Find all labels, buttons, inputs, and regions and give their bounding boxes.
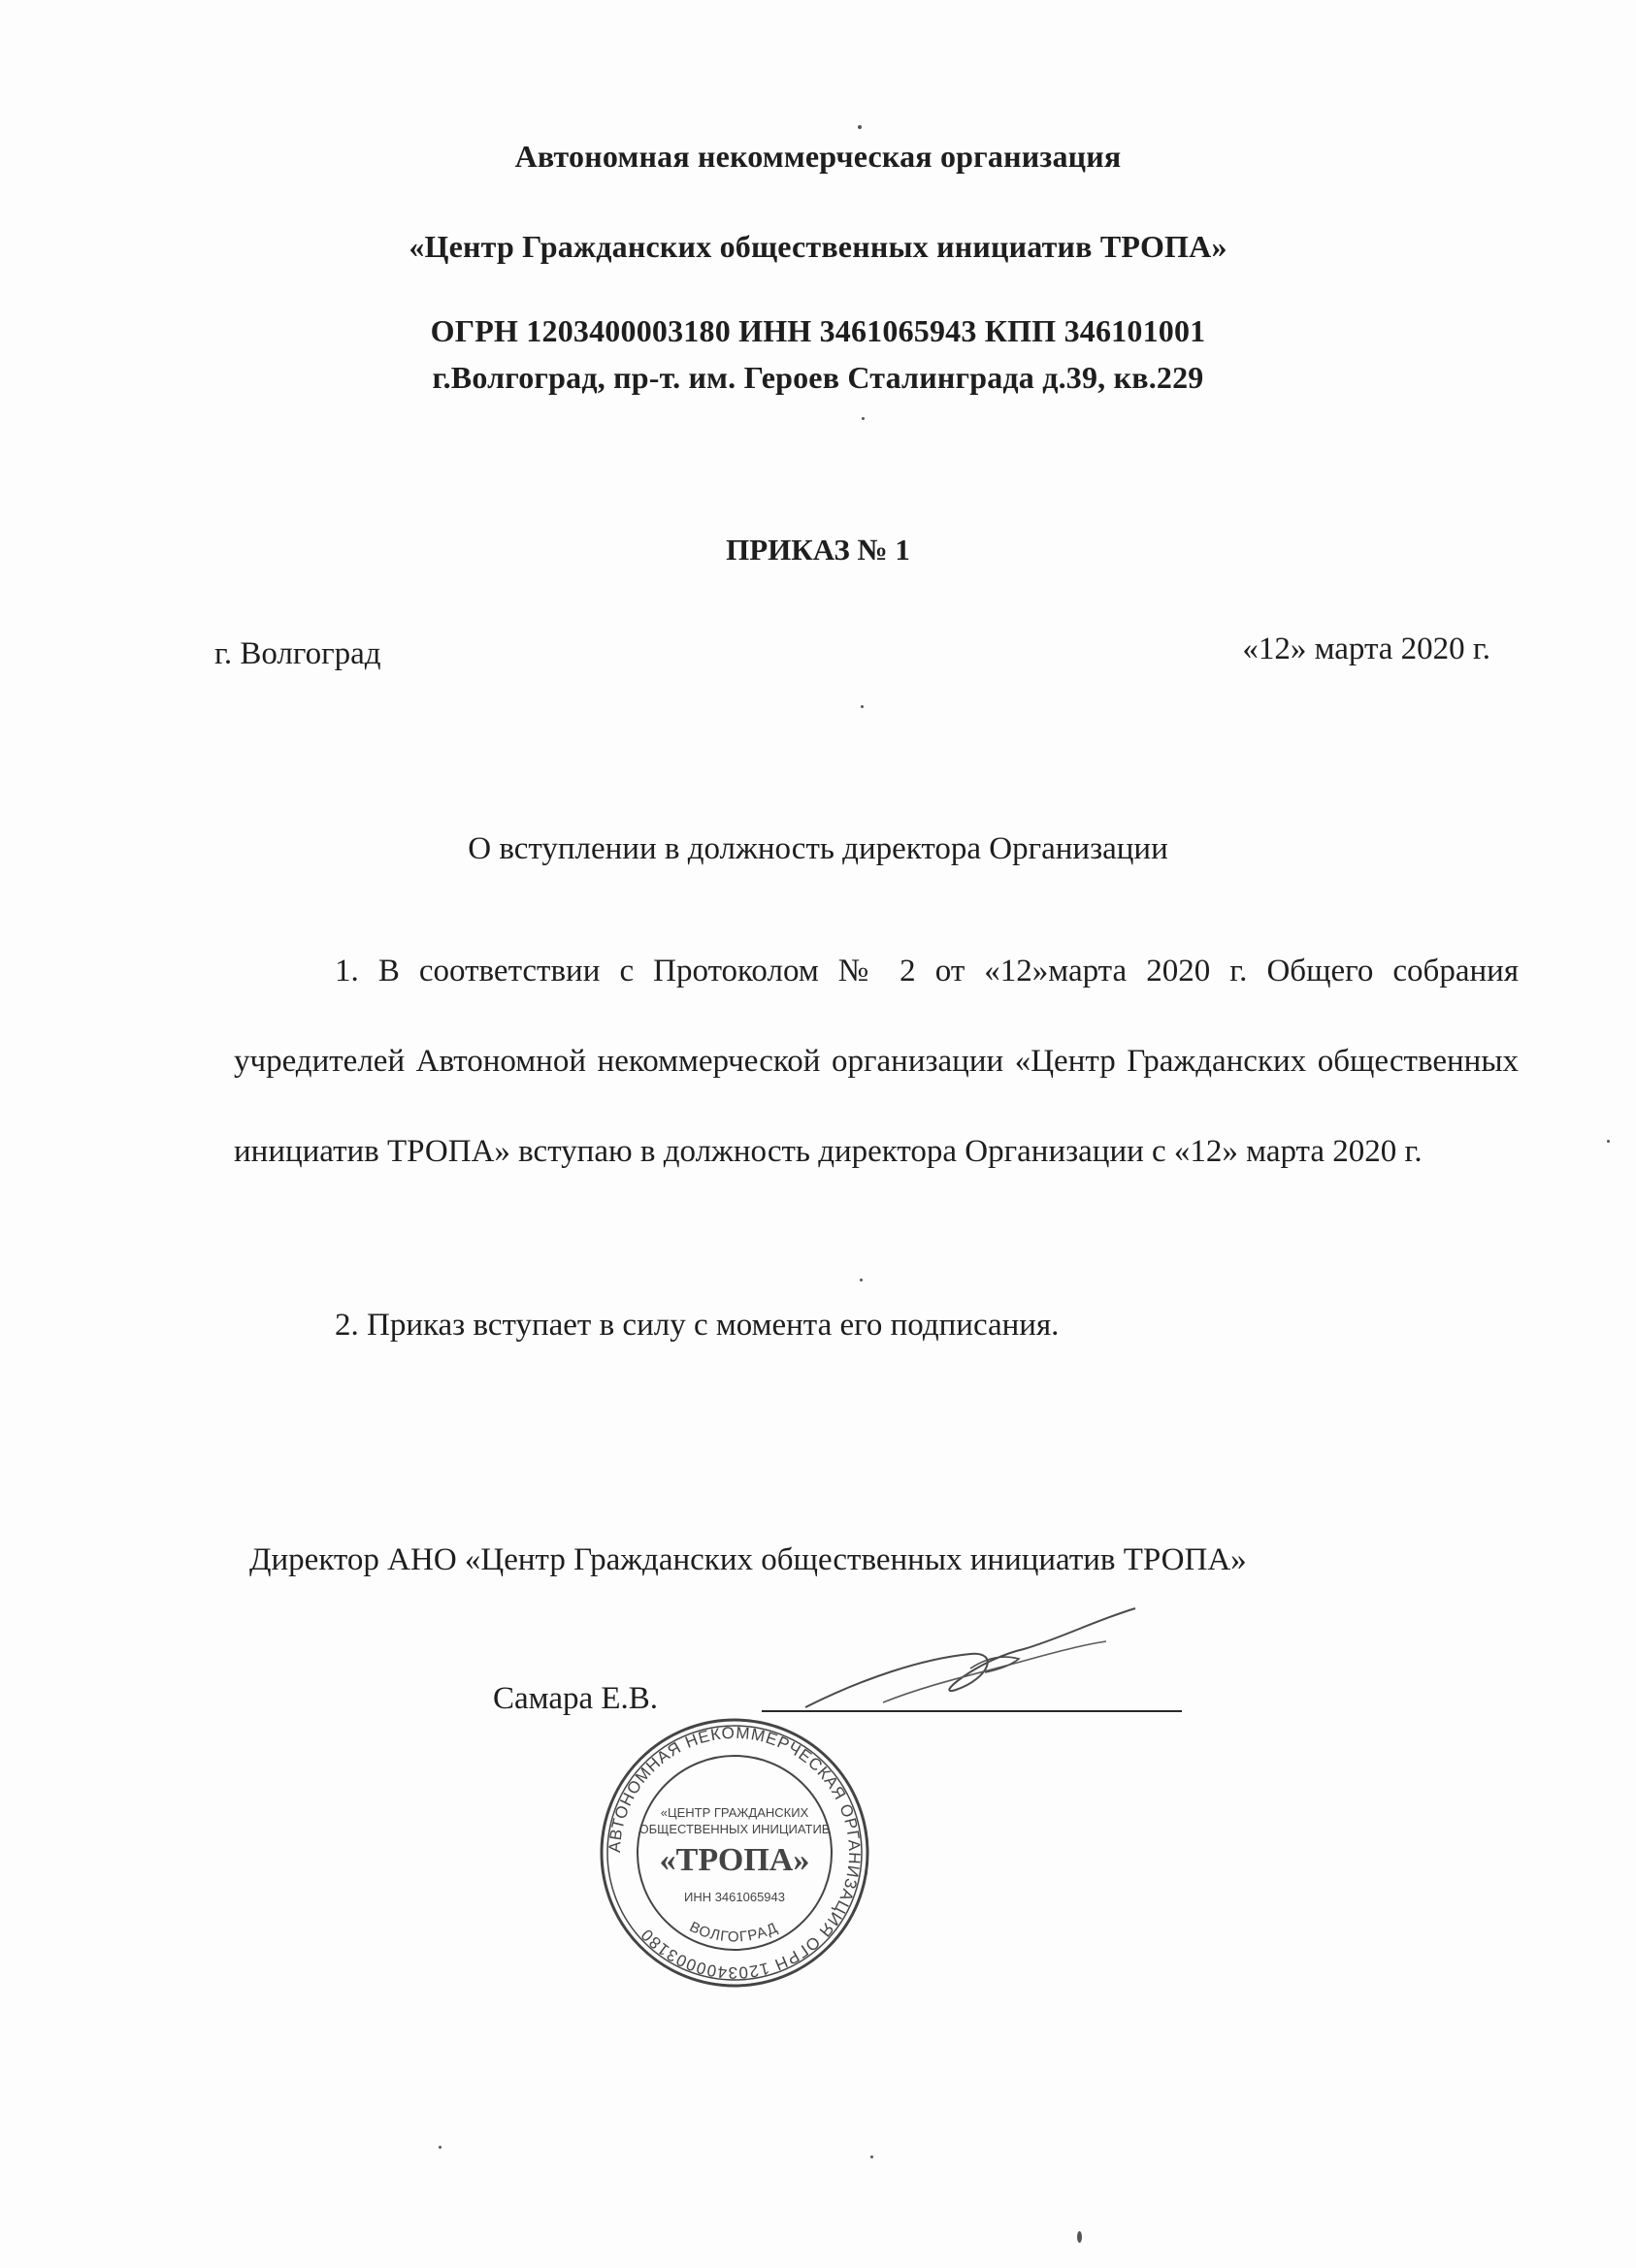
stamp-outer-text: АВТОНОМНАЯ НЕКОММЕРЧЕСКАЯ ОРГАНИЗАЦИЯ ОГРН 1203400003180 xyxy=(605,1723,865,1983)
stamp-bottom-text: ВОЛГОГРАД xyxy=(686,1918,781,1946)
order-paragraph-1: 1. В соответствии с Протоколом № 2 от «12»марта 2020 г. Общего собрания учредителей Автономной некоммерческой организации «Центр Гражданских общественных инициатив ТРОПА» вступаю в должность директора Организации с «12» марта 2020 г. xyxy=(234,954,1519,1169)
order-date: «12» марта 2020 г. xyxy=(1242,632,1490,666)
stamp-center: «ТРОПА» xyxy=(659,1842,810,1878)
scan-speck xyxy=(870,2155,873,2158)
organization-stamp xyxy=(599,1717,870,1989)
org-name: «Центр Гражданских общественных инициатив ТРОПА» xyxy=(409,229,1227,264)
order-paragraph-2: 2. Приказ вступает в силу с момента его подписания. xyxy=(335,1308,1060,1343)
org-address: г.Волгоград, пр-т. им. Героев Сталинграда д.39, кв.229 xyxy=(432,360,1204,395)
signatory-position: Директор АНО «Центр Гражданских общественных инициатив ТРОПА» xyxy=(249,1542,1247,1577)
registration-numbers: ОГРН 1203400003180 ИНН 3461065943 КПП 346101001 xyxy=(430,313,1206,348)
scan-speck xyxy=(1607,1140,1610,1143)
order-city: г. Волгоград xyxy=(214,636,381,671)
svg-text:ВОЛГОГРАД xyxy=(687,1919,780,1946)
stamp-inn: ИНН 3461065943 xyxy=(683,1890,786,1904)
org-type: Автономная некоммерческая организация xyxy=(514,139,1122,174)
scan-speck xyxy=(858,125,862,129)
scan-speck xyxy=(862,417,865,420)
order-subject: О вступлении в должность директора Организации xyxy=(468,831,1168,866)
stamp-line-2: ОБЩЕСТВЕННЫХ ИНИЦИАТИВ xyxy=(638,1822,831,1836)
stamp-line-1: «ЦЕНТР ГРАЖДАНСКИХ xyxy=(660,1805,809,1820)
order-title: ПРИКАЗ № 1 xyxy=(726,533,910,567)
scan-speck xyxy=(439,2146,442,2149)
scan-speck xyxy=(860,1279,863,1281)
signatory-name: Самара Е.В. xyxy=(493,1681,659,1716)
scan-speck xyxy=(861,705,864,708)
scan-speck xyxy=(1077,2231,1082,2243)
